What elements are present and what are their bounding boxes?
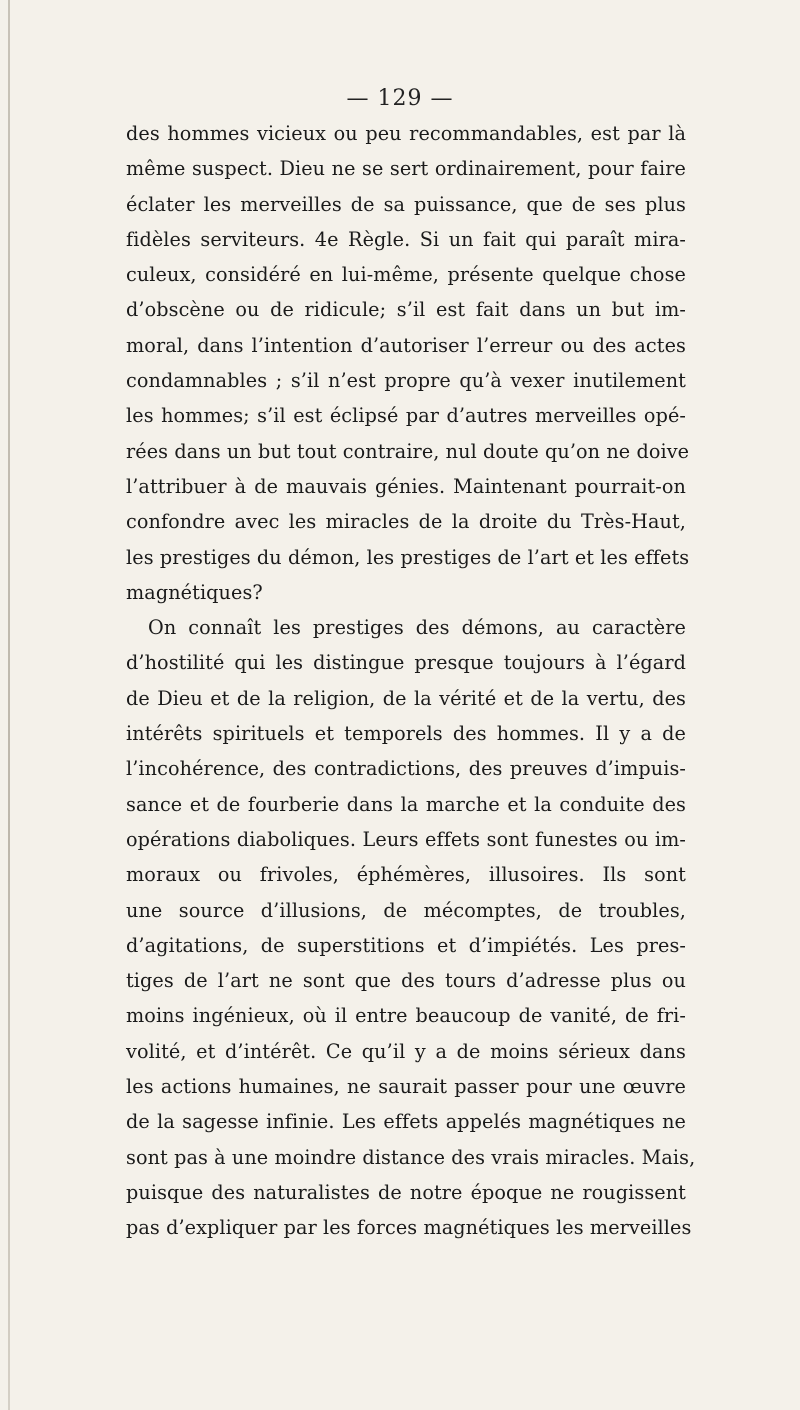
text-line: volité, et d’intérêt. Ce qu’il y a de moins sérieux dans	[126, 1039, 686, 1063]
text-line: l’attribuer à de mauvais génies. Maintenant pourrait-on	[126, 474, 686, 498]
text-line: éclater les merveilles de sa puissance, que de ses plus	[126, 192, 686, 216]
body-text	[126, 116, 696, 1246]
text-line: condamnables ; s’il n’est propre qu’à vexer inutilement	[126, 369, 686, 393]
text-line: On connaît les prestiges des démons, au caractère	[148, 616, 686, 640]
text-line: fidèles serviteurs. 4e Règle. Si un fait qui paraît mira-	[126, 227, 686, 251]
text-line: moins ingénieux, où il entre beaucoup de vanité, de fri-	[126, 1004, 686, 1028]
text-line: pas d’expliquer par les forces magnétiques les merveilles	[126, 1216, 692, 1240]
paragraph-2	[126, 610, 696, 1245]
text-line: rées dans un but tout contraire, nul doute qu’on ne doive	[126, 439, 690, 463]
text-line: des hommes vicieux ou peu recommandables, est par là	[126, 122, 686, 145]
text-line: tiges de l’art ne sont que des tours d’adresse plus ou	[126, 969, 686, 993]
text-line: une source d’illusions, de mécomptes, de troubles,	[126, 898, 686, 922]
text-line: l’incohérence, des contradictions, des preuves d’impuis-	[126, 757, 686, 781]
text-line: même suspect. Dieu ne se sert ordinairement, pour faire	[126, 157, 686, 181]
text-line: puisque des naturalistes de notre époque ne rougissent	[126, 1180, 686, 1204]
text-line: culeux, considéré en lui-même, présente quelque chose	[126, 263, 686, 287]
text-line: d’agitations, de superstitions et d’impiétés. Les pres-	[126, 933, 686, 957]
text-line: magnétiques?	[126, 580, 263, 604]
text-line: de Dieu et de la religion, de la vérité et de la vertu, des	[126, 686, 686, 710]
text-line: moraux ou frivoles, éphémères, illusoires. Ils sont	[126, 863, 686, 887]
text-line: sont pas à une moindre distance des vrais miracles. Mais,	[126, 1145, 696, 1169]
text-line: intérêts spirituels et temporels des hommes. Il y a de	[126, 722, 686, 746]
paragraph-1	[126, 116, 690, 610]
page-edge-shadow	[8, 0, 10, 1410]
text-line: les actions humaines, ne saurait passer pour une œuvre	[126, 1075, 686, 1099]
text-line: sance et de fourberie dans la marche et la conduite des	[126, 792, 686, 816]
text-line: d’hostilité qui les distingue presque toujours à l’égard	[126, 651, 686, 675]
text-line: confondre avec les miracles de la droite du Très-Haut,	[126, 510, 686, 534]
page-number: — 129 —	[346, 86, 454, 111]
text-line: d’obscène ou de ridicule; s’il est fait dans un but im-	[126, 298, 686, 322]
text-line: les hommes; s’il est éclipsé par d’autres merveilles opé-	[126, 404, 686, 428]
text-line: de la sagesse infinie. Les effets appelés magnétiques ne	[126, 1110, 686, 1134]
text-line: moral, dans l’intention d’autoriser l’erreur ou des actes	[126, 333, 686, 357]
text-line: opérations diaboliques. Leurs effets sont funestes ou im-	[126, 827, 686, 851]
text-line: les prestiges du démon, les prestiges de l’art et les effets	[126, 545, 690, 569]
